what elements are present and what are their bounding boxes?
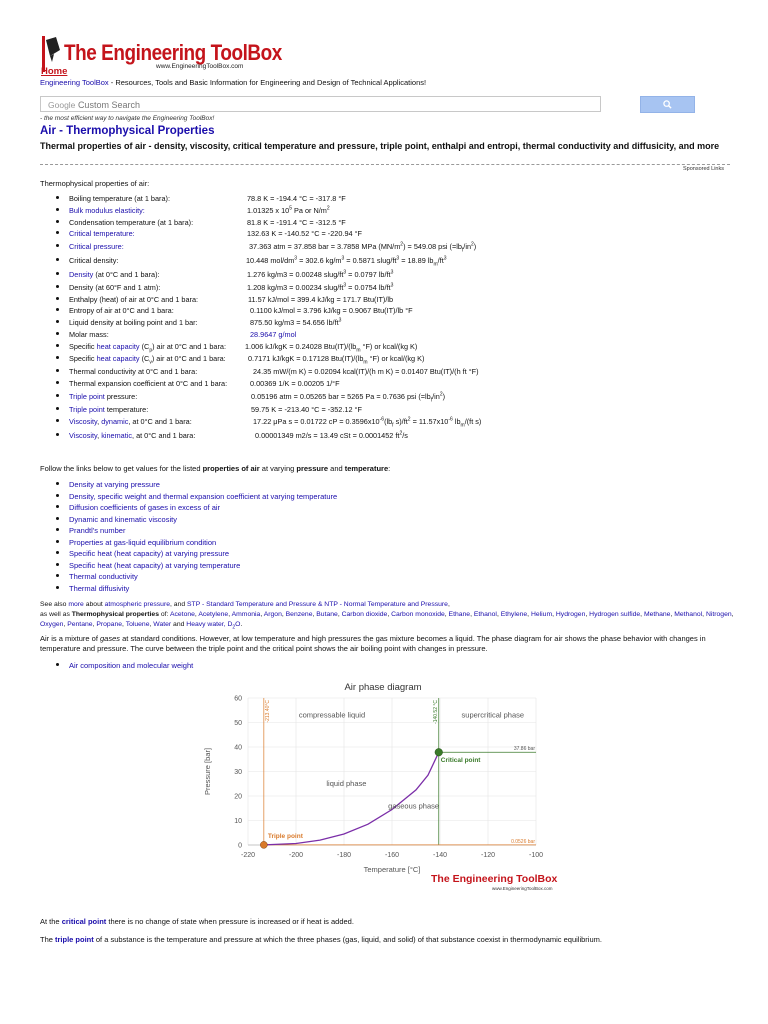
gas-link[interactable]: Acetylene xyxy=(198,611,229,618)
home-link[interactable]: Home xyxy=(41,66,68,77)
critical-point-label: Critical point xyxy=(440,757,481,765)
vline-label: -140.52 °C xyxy=(432,700,439,724)
region-label: gaseous phase xyxy=(388,801,440,811)
y-axis-label: Pressure [bar] xyxy=(203,747,212,796)
heat-capacity-link[interactable]: heat capacity xyxy=(96,342,140,351)
gas-link[interactable]: Butane xyxy=(316,611,338,618)
gas-link[interactable]: Methanol xyxy=(674,611,703,618)
related-link[interactable]: Prandtl's number xyxy=(69,526,126,535)
region-label: supercritical phase xyxy=(461,710,525,720)
gas-link[interactable]: Carbon dioxide xyxy=(341,611,388,618)
hline-label: 0.0526 bar xyxy=(511,838,535,845)
related-link[interactable]: Dynamic and kinematic viscosity xyxy=(69,514,177,524)
chart-grid xyxy=(248,698,536,845)
x-axis-label: Temperature [°C] xyxy=(363,865,421,874)
chart-labels xyxy=(265,700,558,891)
search-placeholder xyxy=(48,100,140,110)
heat-capacity-link[interactable]: heat capacity xyxy=(96,354,140,363)
stp-ntp-link[interactable]: STP - Standard Temperature and Pressure & NTP - Normal Temperature and Pressure xyxy=(187,601,448,608)
y-tick-label: 10 xyxy=(234,818,242,825)
gas-link[interactable]: Propane xyxy=(96,621,123,628)
phase-paragraph: Air is a mixture of gases at standard conditions. However, at low temperature and high pressures the gas mixture becomes a liquid. The phase diagram for air shows the phase behavior with changes in temperature and pressure. The curve between the triple point and the critical point shows the air boiling point with changes in pressure. xyxy=(40,634,706,653)
x-tick-label: -180 xyxy=(336,852,352,859)
related-link[interactable]: Specific heat (heat capacity) at varying temperature xyxy=(69,560,241,570)
tagline xyxy=(40,78,426,87)
gas-link[interactable]: Hydrogen sulfide xyxy=(589,611,641,618)
triple-point-label: Triple point xyxy=(267,832,303,840)
see-also-line1: See also more about atmospheric pressure, and STP - Standard Temperature and Pressure & NTP - Normal Temperature and Pressure, xyxy=(40,601,450,608)
molar-mass-link[interactable]: 28.9647 g/mol xyxy=(250,330,297,339)
related-link[interactable]: Thermal diffusivity xyxy=(69,583,130,593)
boiling-curve xyxy=(264,752,439,845)
dynamic-link[interactable]: dynamic xyxy=(101,417,129,426)
viscosity-link[interactable]: Viscosity xyxy=(69,431,98,440)
gas-link[interactable]: Acetone xyxy=(169,611,195,618)
gas-link[interactable]: Hydrogen xyxy=(555,611,586,618)
gas-link[interactable]: Toluene xyxy=(125,621,150,628)
gas-link[interactable]: Pentane xyxy=(67,621,93,628)
tagline-text: - Resources, Tools and Basic Information for Engineering and Design of Technical Applications! xyxy=(108,78,427,87)
atmospheric-pressure-link[interactable]: atmospheric pressure xyxy=(104,601,170,608)
chart-brand-url: www.EngineeringToolBox.com xyxy=(492,886,553,891)
gas-link[interactable]: Ammonia xyxy=(231,611,261,618)
chart-brand: The Engineering ToolBox xyxy=(431,873,558,885)
search-button[interactable] xyxy=(640,96,695,113)
x-tick-label: -160 xyxy=(384,852,400,859)
y-tick-label: 60 xyxy=(234,695,242,703)
triple-point-link[interactable]: Triple point xyxy=(69,392,105,401)
x-tick-label: -220 xyxy=(240,852,256,859)
viscosity-link[interactable]: Viscosity xyxy=(69,417,98,426)
search-icon xyxy=(663,100,672,109)
gas-link[interactable]: Ethane xyxy=(448,611,471,618)
search-placeholder-text: Custom Search xyxy=(77,100,140,110)
triple-point-link[interactable]: triple point xyxy=(55,935,94,944)
y-tick-label: 0 xyxy=(238,842,242,850)
bulk-modulus-link[interactable]: Bulk modulus elasticity: xyxy=(69,206,145,215)
gas-link[interactable]: Ethylene xyxy=(500,611,528,618)
gas-link[interactable]: Helium xyxy=(530,611,553,618)
composition-link[interactable]: Air composition and molecular weight xyxy=(69,661,194,670)
critical-temperature-link[interactable]: Critical temperature: xyxy=(69,229,135,238)
related-link[interactable]: Density, specific weight and thermal expansion coefficient at varying temperature xyxy=(69,491,338,501)
region-label: liquid phase xyxy=(326,779,367,789)
related-link[interactable]: Diffusion coefficients of gases in excess of air xyxy=(69,503,221,512)
triple-point-link[interactable]: Triple point xyxy=(69,405,105,414)
x-tick-label: -100 xyxy=(528,852,544,859)
gas-link[interactable]: Ethanol xyxy=(473,611,497,618)
tagline-link[interactable]: Engineering ToolBox xyxy=(40,78,109,87)
gas-link[interactable]: Argon xyxy=(263,611,282,618)
y-tick-label: 30 xyxy=(234,769,242,776)
gas-link[interactable]: Methane xyxy=(643,611,671,618)
gas-link[interactable]: Nitrogen xyxy=(705,611,732,618)
page-subtitle: Thermal properties of air - density, viscosity, critical temperature and pressure, triple point, enthalpi and entropi, thermal conductivity and diffusicity, and more xyxy=(40,141,720,151)
y-tick-label: 20 xyxy=(234,793,242,801)
gas-link[interactable]: Carbon monoxide xyxy=(391,611,445,618)
intro-text: Thermophysical properties of air: xyxy=(40,179,150,188)
sponsored-links-label: Sponsored Links xyxy=(683,166,724,172)
y-tick-label: 40 xyxy=(234,744,242,752)
critical-point-link[interactable]: critical point xyxy=(61,917,107,926)
kinematic-link[interactable]: kinematic xyxy=(101,431,133,440)
triple-point-marker xyxy=(260,841,267,848)
x-tick-label: -140 xyxy=(432,852,448,859)
related-link[interactable]: Thermal conductivity xyxy=(69,572,138,581)
search-brand: Google xyxy=(48,100,76,110)
chart-series xyxy=(260,698,536,848)
logo-url: www.EngineeringToolBox.com xyxy=(156,63,244,70)
related-link[interactable]: Specific heat (heat capacity) at varying pressure xyxy=(69,549,230,558)
chart-title: Air phase diagram xyxy=(344,682,422,693)
air-phase-diagram xyxy=(200,680,564,898)
gas-link[interactable]: Water xyxy=(153,621,172,628)
divider xyxy=(40,164,730,165)
hline-label: 37.86 bar xyxy=(513,746,535,753)
related-link[interactable]: Properties at gas-liquid equilibrium condition xyxy=(69,537,217,547)
related-link[interactable]: Density at varying pressure xyxy=(69,480,160,489)
gas-link[interactable]: Heavy water, $D_2O$ xyxy=(186,621,241,631)
x-tick-label: -120 xyxy=(480,852,496,859)
gas-link[interactable]: Benzene xyxy=(285,611,313,618)
triple-point-paragraph: The triple point of a substance is the temperature and pressure at which the three phases (gas, liquid, and solid) of that substance coexist in thermodynamic equilibrium. xyxy=(40,935,602,944)
follow-text: Follow the links below to get values for the listed properties of air at varying pressure and temperature: xyxy=(40,464,391,473)
search-note: - the most efficient way to navigate the Engineering ToolBox! xyxy=(40,115,215,122)
x-tick-label: -200 xyxy=(288,852,304,859)
gas-link[interactable]: Oxygen xyxy=(40,621,64,628)
region-label: compressable liquid xyxy=(298,710,366,720)
vline-label: -213.40°C xyxy=(264,700,271,723)
logo-title[interactable]: The Engineering ToolBox xyxy=(64,40,282,65)
y-tick-label: 50 xyxy=(234,720,242,727)
page-title: Air - Thermophysical Properties xyxy=(40,125,215,137)
see-also xyxy=(40,600,740,630)
more-link[interactable]: more xyxy=(68,601,84,608)
critical-point-marker xyxy=(435,748,443,756)
density-link[interactable]: Density xyxy=(69,270,94,279)
critical-point-paragraph: At the critical point there is no change of state when pressure is increased or if heat is added. xyxy=(40,917,354,926)
see-also-line2: as well as Thermophysical properties of: Acetone, Acetylene, Ammonia, Argon, Benzene, Butane, Carbon dioxide, Carbon monoxide, Ethane, Ethanol, Ethylene, Helium, Hydrogen, Hydrogen sulfide, Methane, Methanol, Nitrogen, Oxygen, Pentane, Propane, Toluene, Water and Heavy water, $D_2O$. xyxy=(40,611,734,631)
critical-pressure-link[interactable]: Critical pressure: xyxy=(69,242,124,251)
